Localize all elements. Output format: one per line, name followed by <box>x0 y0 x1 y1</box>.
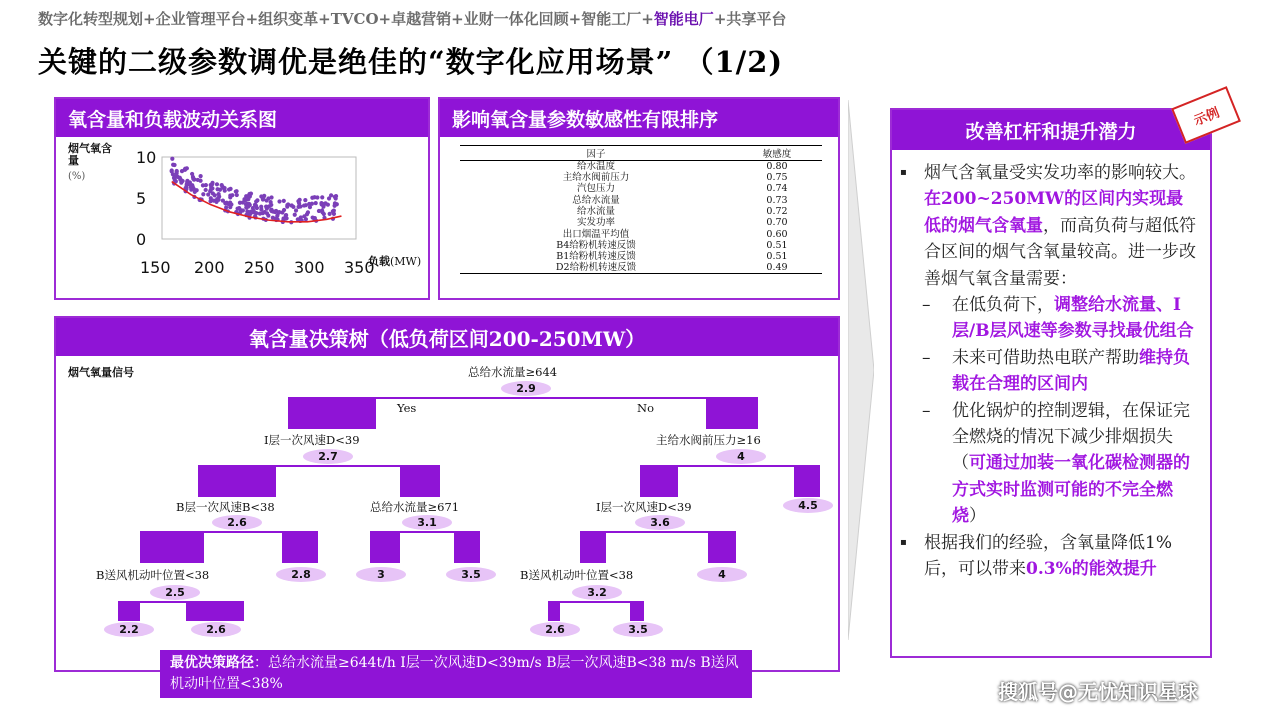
sensitivity-value: 0.60 <box>766 228 788 240</box>
lever-s2-text: 未来可借助热电联产帮助 <box>952 347 1139 368</box>
tree-bar <box>198 465 276 497</box>
sensitivity-value: 0.51 <box>766 251 788 263</box>
nav-suffix: +共享平台 <box>713 10 787 28</box>
tree-l2-d-value: 4.5 <box>783 498 833 513</box>
chart-xunit: (MW) <box>390 255 422 268</box>
x-tick-label: 200 <box>194 258 225 277</box>
sensitivity-factor: 给水流量 <box>576 206 615 218</box>
sensitivity-factor: D2给粉机转速反馈 <box>460 262 732 274</box>
tree-bar <box>640 465 678 497</box>
sensitivity-value: 0.73 <box>766 194 788 206</box>
tree-bar <box>454 531 480 563</box>
tree-bar <box>548 601 560 621</box>
tree-bar <box>118 601 140 621</box>
sensitivity-factor: 主给水阀前压力 <box>562 172 630 184</box>
sensitivity-factor: B1给粉机转速反馈 <box>556 251 636 263</box>
lever-p1-highlight: 在200~250MW的区间内实现最低的烟气含氧量 <box>924 189 1184 236</box>
tree-root-label: 总给水流量≥644 <box>468 365 558 379</box>
y-tick-label: 5 <box>136 189 147 208</box>
sensitivity-factor: 实发功率 <box>576 217 615 229</box>
nav-prefix: 数字化转型规划+企业管理平台+组织变革+TVCO+卓越营销+业财一体化回顾+智能工厂+ <box>38 10 654 28</box>
sens-header-value: 敏感度 <box>732 146 822 161</box>
tree-l3-e-label: B送风机动叶位置<38 <box>520 568 634 582</box>
dash-icon: – <box>922 295 931 316</box>
sens-header-factor: 因子 <box>460 146 732 161</box>
lever-sub-1 <box>900 292 1200 345</box>
tree-l3-b-value: 2.8 <box>276 567 326 582</box>
x-tick-label: 350 <box>344 258 375 277</box>
sensitivity-value: 0.75 <box>766 172 788 184</box>
sensitivity-factor: 出口烟温平均值 <box>562 228 630 240</box>
lever-p2-highlight: 0.3%的能效提升 <box>1026 559 1157 580</box>
lever-p1-text: 烟气含氧量受实发功率的影响较大。 <box>924 163 1196 183</box>
right-arrow-icon <box>848 100 874 640</box>
lever-panel-title: 改善杠杆和提升潜力 <box>892 110 1210 150</box>
watermark: 搜狐号@无忧知识星球 <box>998 680 1198 704</box>
tree-bar <box>630 601 644 621</box>
lever-panel <box>890 108 1212 658</box>
tree-connector <box>678 465 794 467</box>
tree-l3-c-value: 3 <box>356 567 406 582</box>
tree-connector <box>376 397 706 399</box>
y-tick-label: 10 <box>136 148 157 167</box>
tree-l2-c-label: I层一次风速D<39 <box>596 500 692 514</box>
chart-ylabel: 烟气氧含量 <box>68 142 112 167</box>
sensitivity-factor: B4给粉机转速反馈 <box>556 239 636 251</box>
tree-l1-left-value: 2.7 <box>303 449 353 464</box>
dash-icon: – <box>922 400 931 421</box>
sensitivity-value: 0.80 <box>766 161 788 172</box>
tree-bar <box>370 531 400 563</box>
tree-l4-c-value: 2.6 <box>530 622 580 637</box>
lever-p1-text-2: ，而高负荷与超低符合区间的烟气含氧量较高。进一步改善烟气氧含量需要： <box>924 215 1196 289</box>
lever-p2-text: 根据我们的经验，含氧量降低1%后，可以带来 <box>924 532 1172 580</box>
tree-connector <box>204 531 282 533</box>
tree-l1-right-value: 4 <box>716 449 766 464</box>
lever-s3-text-2: ） <box>969 506 986 527</box>
tree-bar <box>708 531 736 563</box>
tree-bar <box>288 397 376 429</box>
tree-yes-label: Yes <box>397 401 417 415</box>
tree-no-label: No <box>637 401 654 415</box>
x-tick-label: 150 <box>140 258 171 277</box>
best-path-label: 最优决策路径 <box>170 655 254 671</box>
tree-l3-d-value: 3.5 <box>446 567 496 582</box>
decision-tree-title: 氧含量决策树（低负荷区间200-250MW） <box>56 318 838 356</box>
page-title: 关键的二级参数调优是绝佳的“数字化应用场景” （1/2) <box>38 45 784 79</box>
tree-l3-a-value: 2.5 <box>150 585 200 600</box>
sensitivity-value: 0.49 <box>732 262 822 274</box>
tree-l2-c-value: 3.6 <box>635 515 685 530</box>
lever-s1-highlight: 调整给水流量、I层/B层风速等参数寻找最优组合 <box>952 295 1194 342</box>
sensitivity-factor: 汽包压力 <box>576 183 615 195</box>
sensitivity-factor: 给水温度 <box>576 161 615 172</box>
lever-point-1 <box>900 160 1200 292</box>
lever-body <box>900 160 1200 583</box>
tree-l2-b-label: 总给水流量≥671 <box>370 500 460 514</box>
tree-l4-d-value: 3.5 <box>613 622 663 637</box>
best-path-box <box>160 650 752 698</box>
tree-connector <box>276 465 400 467</box>
chart-panel-title: 氧含量和负载波动关系图 <box>56 99 428 137</box>
tree-l3-a-label: B送风机动叶位置<38 <box>96 568 210 582</box>
lever-s2-highlight: 维持负载在合理的区间内 <box>952 347 1190 395</box>
tree-l4-a-value: 2.2 <box>104 622 154 637</box>
x-tick-label: 300 <box>294 258 325 277</box>
tree-bar <box>282 531 318 563</box>
sensitivity-value: 0.72 <box>766 206 788 218</box>
tree-root-value: 2.9 <box>501 381 551 396</box>
lever-sub-2 <box>900 345 1200 398</box>
tree-l2-b-value: 3.1 <box>402 515 452 530</box>
tree-l2-a-label: B层一次风速B<38 <box>176 500 275 514</box>
sensitivity-value: 0.74 <box>766 183 788 195</box>
sensitivity-panel-title: 影响氧含量参数敏感性有限排序 <box>440 99 838 137</box>
nav-highlight: 智能电厂 <box>653 10 714 28</box>
sensitivity-factor: 总给水流量 <box>572 194 620 206</box>
tree-l1-right-label: 主给水阀前压力≥16 <box>656 433 761 447</box>
bullet-icon: ▪ <box>900 536 907 548</box>
tree-connector <box>400 531 454 533</box>
lever-sub-3 <box>900 398 1200 530</box>
sensitivity-value: 0.70 <box>766 217 788 229</box>
tree-bar <box>186 601 244 621</box>
tree-bar <box>580 531 606 563</box>
chart-yunit: (%) <box>68 171 86 182</box>
tree-bar <box>400 465 440 497</box>
tree-l3-e-value: 3.2 <box>572 585 622 600</box>
best-path-text: ：总给水流量≥644t/h I层一次风速D<39m/s B层一次风速B<38 m/s B送风机动叶位置<38% <box>170 655 739 692</box>
tree-l1-left-label: I层一次风速D<39 <box>264 433 360 447</box>
tree-bar <box>140 531 204 563</box>
bullet-icon: ▪ <box>900 167 907 178</box>
tree-signal-label: 烟气氧量信号 <box>68 366 134 379</box>
example-stamp: 示例 <box>1171 86 1241 144</box>
chart-xlabel: 负载 <box>368 255 390 268</box>
tree-bar <box>706 397 758 429</box>
tree-bar <box>794 465 820 497</box>
lever-s1-text: 在低负荷下， <box>952 295 1054 316</box>
tree-l3-f-value: 4 <box>697 567 747 582</box>
lever-point-2 <box>900 530 1200 583</box>
tree-l4-b-value: 2.6 <box>191 622 241 637</box>
tree-l2-a-value: 2.6 <box>212 515 262 530</box>
lever-s3-text: 优化锅炉的控制逻辑，在保证完全燃烧的情况下减少排烟损失（ <box>952 400 1190 474</box>
x-tick-label: 250 <box>244 258 275 277</box>
tree-connector <box>560 601 630 603</box>
lever-s3-highlight: 可通过加装一氧化碳检测器的方式实时监测可能的不完全燃烧 <box>952 453 1190 527</box>
dash-icon: – <box>922 347 931 368</box>
sensitivity-value: 0.51 <box>766 239 788 251</box>
tree-connector <box>140 601 186 603</box>
y-tick-label: 0 <box>136 230 147 249</box>
tree-connector <box>606 531 708 533</box>
